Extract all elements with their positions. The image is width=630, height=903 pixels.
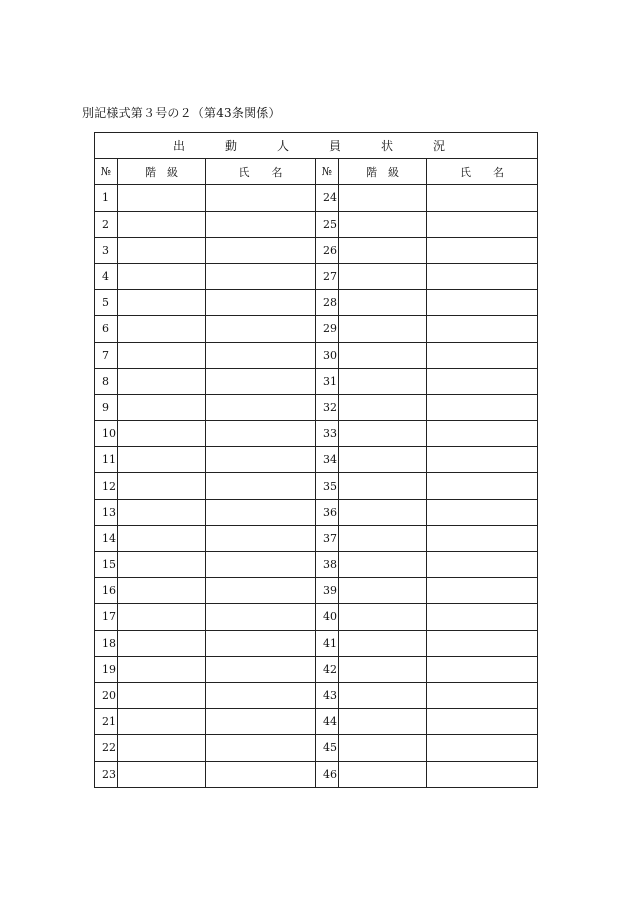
row-number-left: 20: [95, 682, 118, 708]
header-name-left: 氏 名: [206, 159, 316, 185]
table-row: [95, 237, 538, 263]
table-row: [95, 525, 538, 551]
personnel-table: [94, 132, 538, 788]
row-number-left: 21: [95, 709, 118, 735]
row-number-right: 30: [316, 342, 339, 368]
row-number-left: 19: [95, 656, 118, 682]
name-cell-left[interactable]: [206, 604, 316, 630]
table-row: [95, 578, 538, 604]
row-number-right: 37: [316, 525, 339, 551]
table-row: [95, 552, 538, 578]
name-cell-left[interactable]: [206, 368, 316, 394]
table-row: [95, 342, 538, 368]
name-cell-left[interactable]: [206, 552, 316, 578]
rank-cell-right[interactable]: [339, 473, 427, 499]
table-row: [95, 263, 538, 289]
name-cell-right[interactable]: [427, 578, 538, 604]
rank-cell-left[interactable]: [118, 709, 206, 735]
row-number-left: 3: [95, 237, 118, 263]
row-number-left: 23: [95, 761, 118, 788]
name-cell-right[interactable]: [427, 421, 538, 447]
rank-cell-right[interactable]: [339, 368, 427, 394]
table-row: [95, 604, 538, 630]
row-number-right: 29: [316, 316, 339, 342]
table-row: [95, 709, 538, 735]
name-cell-right[interactable]: [427, 316, 538, 342]
rank-cell-right[interactable]: [339, 421, 427, 447]
rank-cell-left[interactable]: [118, 185, 206, 211]
name-cell-right[interactable]: [427, 263, 538, 289]
table-row: [95, 368, 538, 394]
row-number-left: 7: [95, 342, 118, 368]
name-cell-right[interactable]: [427, 290, 538, 316]
rank-cell-right[interactable]: [339, 290, 427, 316]
name-cell-left[interactable]: [206, 709, 316, 735]
row-number-left: 15: [95, 552, 118, 578]
table-row: [95, 473, 538, 499]
rank-cell-right[interactable]: [339, 682, 427, 708]
table-row: [95, 316, 538, 342]
name-cell-left[interactable]: [206, 237, 316, 263]
rank-cell-right[interactable]: [339, 211, 427, 237]
name-cell-left[interactable]: [206, 185, 316, 211]
row-number-right: 38: [316, 552, 339, 578]
name-cell-right[interactable]: [427, 368, 538, 394]
form-title: 別記様式第３号の２（第43条関係）: [82, 106, 281, 120]
row-number-left: 11: [95, 447, 118, 473]
name-cell-right[interactable]: [427, 630, 538, 656]
name-cell-right[interactable]: [427, 185, 538, 211]
name-cell-left[interactable]: [206, 682, 316, 708]
row-number-left: 22: [95, 735, 118, 761]
name-cell-right[interactable]: [427, 604, 538, 630]
rank-cell-right[interactable]: [339, 263, 427, 289]
row-number-left: 5: [95, 290, 118, 316]
name-cell-left[interactable]: [206, 473, 316, 499]
row-number-left: 8: [95, 368, 118, 394]
table-row: [95, 447, 538, 473]
name-cell-left[interactable]: [206, 211, 316, 237]
row-number-right: 35: [316, 473, 339, 499]
rank-cell-right[interactable]: [339, 656, 427, 682]
rank-cell-left[interactable]: [118, 656, 206, 682]
row-number-right: 44: [316, 709, 339, 735]
name-cell-right[interactable]: [427, 761, 538, 788]
table-row: [95, 656, 538, 682]
table-row: [95, 682, 538, 708]
rank-cell-right[interactable]: [339, 499, 427, 525]
rank-cell-right[interactable]: [339, 316, 427, 342]
name-cell-left[interactable]: [206, 525, 316, 551]
name-cell-right[interactable]: [427, 447, 538, 473]
table-row: [95, 421, 538, 447]
name-cell-right[interactable]: [427, 735, 538, 761]
table-row: [95, 290, 538, 316]
row-number-left: 14: [95, 525, 118, 551]
table-title-row: [95, 133, 538, 159]
rank-cell-left[interactable]: [118, 473, 206, 499]
rank-cell-left[interactable]: [118, 368, 206, 394]
name-cell-left[interactable]: [206, 761, 316, 788]
row-number-left: 6: [95, 316, 118, 342]
name-cell-left[interactable]: [206, 263, 316, 289]
name-cell-right[interactable]: [427, 211, 538, 237]
header-no-right: №: [316, 159, 339, 185]
rank-cell-left[interactable]: [118, 552, 206, 578]
rank-cell-left[interactable]: [118, 316, 206, 342]
row-number-left: 9: [95, 394, 118, 420]
name-cell-right[interactable]: [427, 709, 538, 735]
row-number-right: 32: [316, 394, 339, 420]
name-cell-right[interactable]: [427, 525, 538, 551]
rank-cell-right[interactable]: [339, 630, 427, 656]
name-cell-left[interactable]: [206, 342, 316, 368]
table-row: [95, 211, 538, 237]
name-cell-right[interactable]: [427, 656, 538, 682]
rank-cell-left[interactable]: [118, 290, 206, 316]
row-number-right: 26: [316, 237, 339, 263]
row-number-left: 10: [95, 421, 118, 447]
rank-cell-right[interactable]: [339, 709, 427, 735]
rank-cell-left[interactable]: [118, 447, 206, 473]
name-cell-right[interactable]: [427, 682, 538, 708]
rank-cell-right[interactable]: [339, 447, 427, 473]
rank-cell-left[interactable]: [118, 211, 206, 237]
rank-cell-left[interactable]: [118, 394, 206, 420]
name-cell-left[interactable]: [206, 394, 316, 420]
rank-cell-left[interactable]: [118, 421, 206, 447]
table-row: [95, 394, 538, 420]
name-cell-left[interactable]: [206, 421, 316, 447]
rank-cell-right[interactable]: [339, 185, 427, 211]
name-cell-right[interactable]: [427, 394, 538, 420]
rank-cell-left[interactable]: [118, 578, 206, 604]
rank-cell-left[interactable]: [118, 263, 206, 289]
name-cell-right[interactable]: [427, 499, 538, 525]
rank-cell-left[interactable]: [118, 761, 206, 788]
rank-cell-left[interactable]: [118, 499, 206, 525]
name-cell-left[interactable]: [206, 499, 316, 525]
rank-cell-right[interactable]: [339, 525, 427, 551]
row-number-right: 33: [316, 421, 339, 447]
row-number-left: 12: [95, 473, 118, 499]
row-number-left: 17: [95, 604, 118, 630]
table-row: [95, 761, 538, 788]
name-cell-left[interactable]: [206, 656, 316, 682]
rank-cell-right[interactable]: [339, 342, 427, 368]
header-rank-right: 階 級: [339, 159, 427, 185]
rank-cell-right[interactable]: [339, 552, 427, 578]
rank-cell-left[interactable]: [118, 604, 206, 630]
name-cell-left[interactable]: [206, 578, 316, 604]
row-number-right: 42: [316, 656, 339, 682]
rank-cell-right[interactable]: [339, 604, 427, 630]
row-number-right: 43: [316, 682, 339, 708]
rank-cell-left[interactable]: [118, 630, 206, 656]
row-number-right: 46: [316, 761, 339, 788]
header-rank-left: 階 級: [118, 159, 206, 185]
name-cell-left[interactable]: [206, 447, 316, 473]
header-name-right: 氏 名: [427, 159, 538, 185]
rank-cell-left[interactable]: [118, 342, 206, 368]
name-cell-left[interactable]: [206, 735, 316, 761]
rank-cell-right[interactable]: [339, 761, 427, 788]
row-number-left: 2: [95, 211, 118, 237]
table-row: [95, 630, 538, 656]
header-no-left: №: [95, 159, 118, 185]
rank-cell-left[interactable]: [118, 525, 206, 551]
row-number-right: 27: [316, 263, 339, 289]
rank-cell-right[interactable]: [339, 237, 427, 263]
table-row: [95, 185, 538, 211]
name-cell-left[interactable]: [206, 316, 316, 342]
row-number-left: 16: [95, 578, 118, 604]
rank-cell-right[interactable]: [339, 394, 427, 420]
row-number-right: 31: [316, 368, 339, 394]
table-row: [95, 735, 538, 761]
row-number-left: 13: [95, 499, 118, 525]
table-row: [95, 499, 538, 525]
rank-cell-right[interactable]: [339, 735, 427, 761]
row-number-right: 39: [316, 578, 339, 604]
name-cell-right[interactable]: [427, 237, 538, 263]
row-number-left: 1: [95, 185, 118, 211]
rank-cell-right[interactable]: [339, 578, 427, 604]
table-title: 出 動 人 員 状 況: [95, 133, 538, 159]
rank-cell-left[interactable]: [118, 237, 206, 263]
rank-cell-left[interactable]: [118, 735, 206, 761]
row-number-right: 24: [316, 185, 339, 211]
name-cell-left[interactable]: [206, 290, 316, 316]
header-row: [95, 159, 538, 185]
name-cell-right[interactable]: [427, 342, 538, 368]
name-cell-right[interactable]: [427, 473, 538, 499]
name-cell-right[interactable]: [427, 552, 538, 578]
row-number-right: 34: [316, 447, 339, 473]
row-number-right: 41: [316, 630, 339, 656]
row-number-right: 36: [316, 499, 339, 525]
name-cell-left[interactable]: [206, 630, 316, 656]
row-number-right: 45: [316, 735, 339, 761]
rank-cell-left[interactable]: [118, 682, 206, 708]
row-number-right: 25: [316, 211, 339, 237]
row-number-left: 18: [95, 630, 118, 656]
row-number-right: 28: [316, 290, 339, 316]
row-number-left: 4: [95, 263, 118, 289]
row-number-right: 40: [316, 604, 339, 630]
